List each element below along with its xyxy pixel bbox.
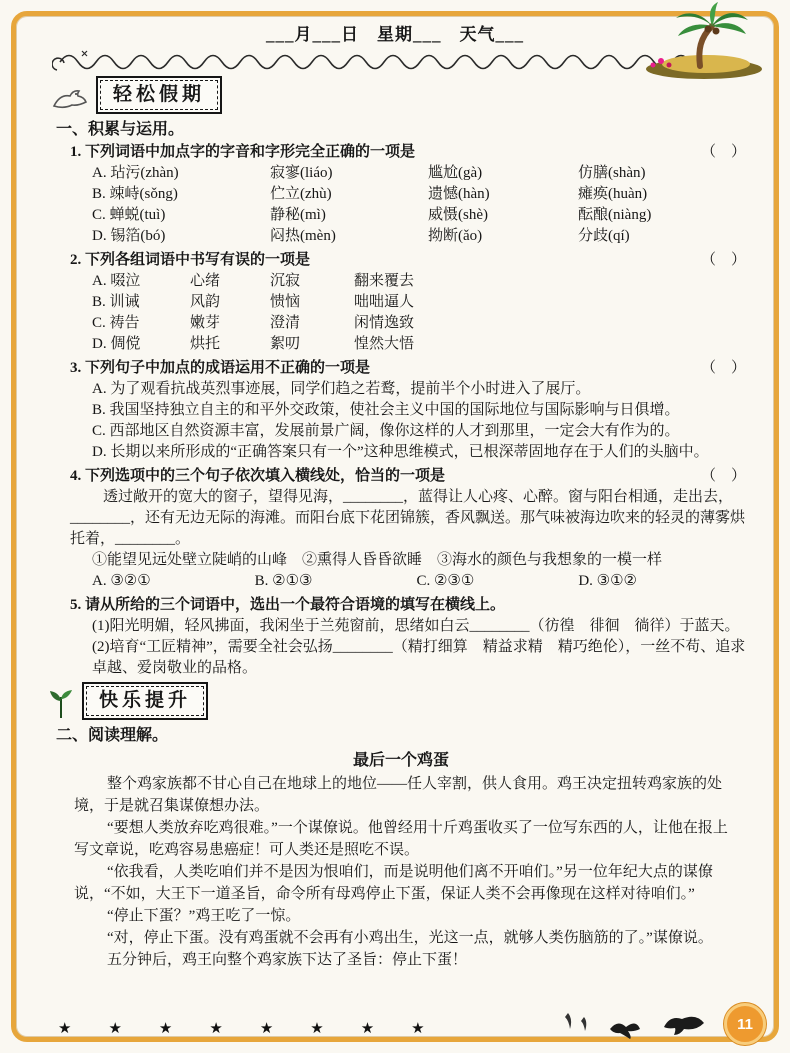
question-1 [70,142,746,247]
q4-passage: 透过敞开的宽大的窗子，望得见海，________，蓝得让人心疼、心醉。窗与阳台相通，走出去，________，还有无边无际的海滩。而阳台底下花团锦簇，香风飘送。那气味被海边吹来的轻灵的薄雾烘托着，________。 [70,489,746,547]
option-cell: 风韵 [190,294,221,310]
sprout-icon [48,688,74,720]
option-cell: D. 倜傥 [92,336,141,352]
footer-stars [58,1019,462,1038]
reading-paragraph: “停止下蛋？”鸡王吃了一惊。 [107,908,301,924]
option-cell: A. 玷污(zhàn) [92,165,179,181]
star-icon: ★ [411,1021,425,1037]
option-cell: 遗憾(hàn) [428,186,490,202]
choice: D. ③①② [578,573,637,589]
option-cell: 烘托 [190,336,221,352]
answer-bracket: （ ） [700,468,746,484]
choice: A. ③②① [92,573,151,589]
option-cell: 愦恼 [270,294,301,310]
option-cell: 静秘(mì) [270,207,326,223]
option-line: D. 长期以来所形成的“正确答案只有一个”这种思维模式，已根深蒂固地存在于人们的头脑中。 [92,444,709,460]
badge-happy-boost [82,682,208,720]
option-line: C. 西部地区自然资源丰富，发展前景广阔，像你这样的人才到那里，一定会大有作为的。 [92,423,680,439]
answer-bracket: （ ） [700,360,746,376]
choice: C. ②③① [416,573,475,589]
question-4 [70,466,746,592]
option-cell: C. 蝉蜕(tuì) [92,207,166,223]
star-icon: ★ [259,1021,274,1037]
option-cell: B. 训诫 [92,294,140,310]
option-cell: 分歧(qí) [578,228,630,244]
question-stem: 2. 下列各组词语中书写有误的一项是 [70,252,311,268]
option-cell: 嫩芽 [190,315,221,331]
option-cell: 尴尬(gà) [428,165,483,181]
option-cell: 闷热(mèn) [270,228,336,244]
star-icon: ★ [108,1021,122,1037]
reading-title: 最后一个鸡蛋 [352,752,449,769]
bird-doodle-icon [48,84,88,114]
q5-item-2: (2)培育“工匠精神”，需要全社会弘扬________（精打细算 精益求精 精巧绝伦），一丝不苟、追求卓越、爱岗敬业的品格。 [92,639,746,676]
question-stem: 5. 请从所给的三个词语中，选出一个最符合语境的填写在横线上。 [70,597,506,613]
option-cell: 澄清 [270,315,301,331]
question-stem: 3. 下列句子中加点的成语运用不正确的一项是 [70,360,371,376]
palm-tree-icon [634,2,764,82]
date-weather-line: ___月___日 星期___ 天气___ [266,25,524,44]
option-cell: 心绪 [190,273,221,289]
choice: B. ②①③ [254,573,313,589]
q4-choices [92,571,637,592]
option-cell: 惶然大悟 [354,336,415,352]
question-5 [70,595,746,679]
option-cell: 沉寂 [270,273,301,289]
reading-paragraph: 五分钟后，鸡王向整个鸡家族下达了圣旨：停止下蛋！ [107,952,468,968]
section-title-accumulation: 一、积累与运用。 [56,121,185,138]
option-cell: 咄咄逼人 [354,294,415,310]
option-cell: A. 啜泣 [92,273,141,289]
reading-paragraph: “要想人类放弃吃鸡很难。”一个谋僚说。他曾经用十斤鸡蛋收买了一位写东西的人，让他在报上写文章说，吃鸡容易患癌症！可人类还是照吃不误。 [74,820,728,858]
bird-silhouettes-icon [564,1007,714,1041]
reading-paragraph: 整个鸡家族都不甘心自己在地球上的地位——任人宰割，供人食用。鸡王决定扭转鸡家族的处境，于是就召集谋僚想办法。 [74,776,723,814]
answer-bracket: （ ） [700,144,746,160]
question-2 [70,250,746,355]
happy-boost-banner [48,682,746,720]
reading-paragraph: “对，停止下蛋。没有鸡蛋就不会再有小鸡出生，光这一点，就够人类伤脑筋的了。”谋僚说。 [107,930,713,946]
relax-holiday-banner [48,76,746,114]
star-icon: ★ [360,1021,375,1037]
reading-paragraph: “依我看，人类吃咱们并不是因为恨咱们，而是说明他们离不开咱们。”另一位年纪大点的谋僚说，“不如，大王下一道圣旨，命令所有母鸡停止下蛋，保证人类不会再像现在这样对待咱们。” [74,864,713,902]
badge-label: 轻松假期 [100,80,218,110]
option-cell: 伫立(zhù) [270,186,332,202]
star-icon: ★ [310,1021,324,1037]
q2-options [92,271,746,355]
option-line: A. 为了观看抗战英烈事迹展，同学们趋之若鹜，提前半个小时进入了展厅。 [92,381,591,397]
page-number: 11 [737,1015,753,1033]
option-cell: 瘫痪(huàn) [578,186,648,202]
star-icon: ★ [58,1021,72,1037]
star-icon: ★ [158,1021,173,1037]
q4-numbered-sentences: ①能望见远处壁立陡峭的山峰 ②熏得人昏昏欲睡 ③海水的颜色与我想象的一模一样 [92,552,663,568]
option-cell: B. 竦峙(sǒng) [92,186,178,202]
star-icon: ★ [209,1021,223,1037]
question-stem: 1. 下列词语中加点字的字音和字形完全正确的一项是 [70,144,416,160]
option-cell: 酝酿(niàng) [578,207,652,223]
option-cell: 翻来覆去 [354,273,415,289]
option-cell: 闲情逸致 [354,315,415,331]
question-stem: 4. 下列选项中的三个句子依次填入横线处，恰当的一项是 [70,468,446,484]
option-cell: 絮叨 [270,336,301,352]
badge-label: 快乐提升 [86,686,204,716]
badge-relax-holiday [96,76,222,114]
section-title-reading: 二、阅读理解。 [56,727,169,744]
q5-item-1: (1)阳光明媚，轻风拂面，我闲坐于兰苑窗前，思绪如白云________（彷徨 徘徊 徜徉）于蓝天。 [92,618,740,634]
option-cell: 拗断(ǎo) [428,228,483,244]
option-cell: 寂寥(liáo) [270,165,333,181]
option-cell: 仿膳(shàn) [578,165,646,181]
answer-bracket: （ ） [700,252,746,268]
option-line: B. 我国坚持独立自主的和平外交政策，使社会主义中国的国际地位与国际影响与日俱增。 [92,402,680,418]
option-cell: C. 祷告 [92,315,140,331]
page-number-badge [724,1003,766,1045]
page-content [56,74,746,971]
option-cell: 威慑(shè) [428,207,488,223]
option-cell: D. 锡箔(bó) [92,228,166,244]
question-3 [70,358,746,463]
q1-options [92,163,746,247]
